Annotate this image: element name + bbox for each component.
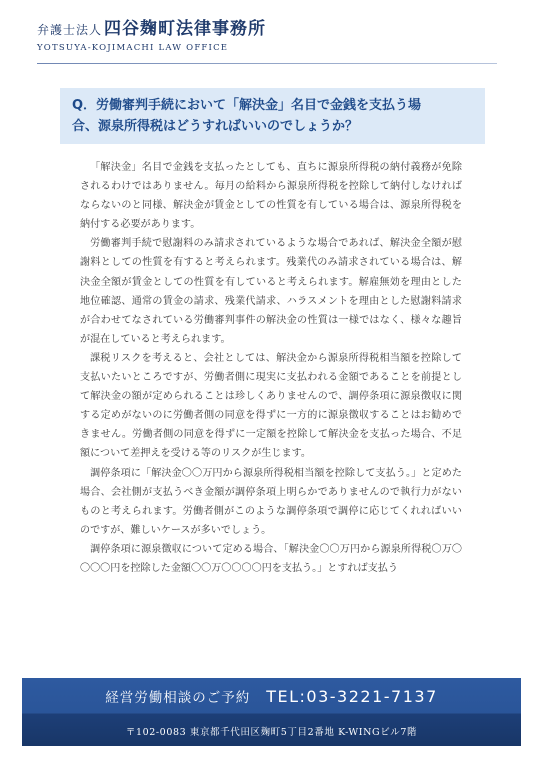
answer-body [80,158,462,578]
answer-paragraph-2: 労働審判手続で慰謝料のみ請求されているような場合であれば、解決金全額が慰謝料としての性質を有すると考えられます。残業代のみ請求されている場合は、解決金全額が賃金としての性質を有していると考えられます。解雇無効を理由とした地位確認、通常の賃金の請求、残業代請求、ハラスメントを理由とした慰謝料請求が合わせてなされている労働審判事件の解決金の性質は一様ではなく、様々な趣旨が混在していると考えられます。 [80,238,462,345]
office-address: 〒102-0083 東京都千代田区麹町5丁目2番地 K-WINGビル7階 [125,726,418,738]
question-line-1: Q．労働審判手続において「解決金」名目で金銭を支払う場 [72,98,422,113]
firm-name-line [37,14,497,39]
answer-paragraph-4: 調停条項に「解決金〇〇万円から源泉所得税相当額を控除して支払う。」と定めた場合、会社側が支払うべき金額が調停条項上明らかでありませんので執行力がないものと考えられます。労働者側がこのような調停条項で調停に応じてくれればいいのですが、難しいケースが多いでしょう。 [80,467,462,536]
firm-name: 四谷麹町法律事務所 [104,19,267,39]
header-divider [37,63,497,64]
address-bar [22,715,521,746]
question-box [60,88,485,144]
letterhead [37,14,497,53]
question-line-2: 合、源泉所得税はどうすればいいのでしょうか？ [72,119,359,134]
answer-paragraph-3: 課税リスクを考えると、会社としては、解決金から源泉所得税相当額を控除して支払いたいところですが、労働者側に現実に支払われる金額であることを前提として解決金の額が定められることは珍しくありませんので、調停条項に源泉徴収に関する定めがないのに労働者側の同意を得ずに一方的に源泉徴収することはお勧めできません。労働者側の同意を得ずに一定額を控除して解決金を支払った場合、不足額について差押えを受ける等のリスクが生じます。 [80,352,462,460]
answer-paragraph-1: 「解決金」名目で金銭を支払ったとしても、直ちに源泉所得税の納付義務が免除されるわけではありません。毎月の給料から源泉所得税を控除して納付しなければならないのと同様、解決金が賃金としての性質を有している場合は、源泉所得税を納付する必要があります。 [80,162,462,231]
consultation-label: 経営労働相談のご予約 [105,690,251,706]
footer-banner [22,678,521,746]
firm-prefix: 弁護士法人 [37,23,103,37]
phone-number: TEL:03-3221-7137 [266,686,438,706]
consultation-bar [22,678,521,714]
firm-name-english: YOTSUYA-KOJIMACHI LAW OFFICE [37,43,229,53]
answer-paragraph-5: 調停条項に源泉徴収について定める場合、「解決金〇〇万円から源泉所得税〇万〇〇〇〇円を控除した金額〇〇万〇〇〇〇円を支払う。」とすれば支払う [80,543,462,574]
